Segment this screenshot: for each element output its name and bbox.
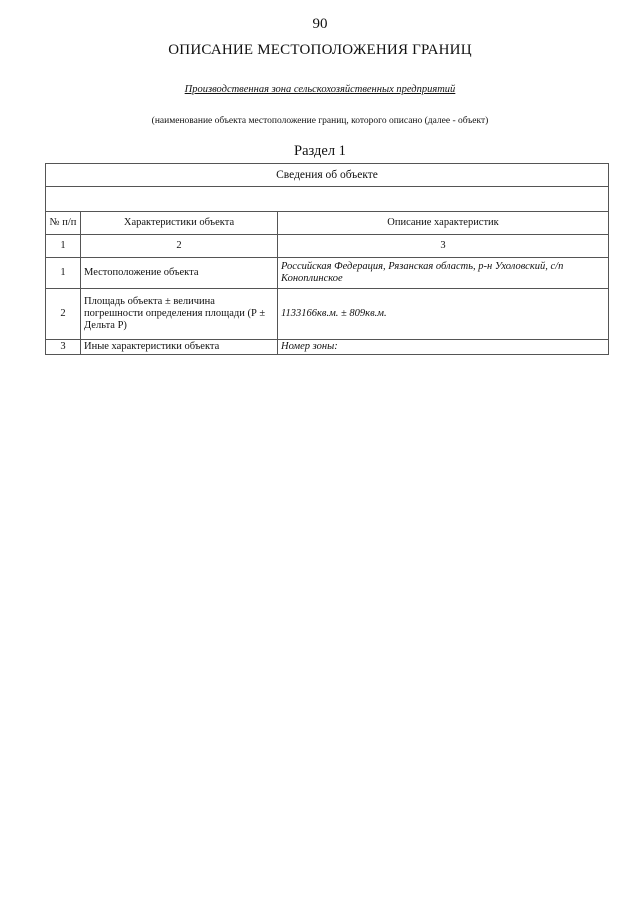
table-index-row: [46, 235, 609, 258]
table-caption-row: [46, 164, 609, 187]
index-cell: 2: [81, 235, 278, 258]
row-number: 2: [46, 289, 81, 340]
header-number: № п/п: [46, 212, 81, 235]
table-row: [46, 340, 609, 355]
table-empty-row: [46, 187, 609, 212]
section-title: Раздел 1: [294, 143, 346, 159]
index-cell: 3: [278, 235, 609, 258]
table-caption: Сведения об объекте: [46, 164, 609, 187]
table-header-row: [46, 212, 609, 235]
header-characteristic: Характеристики объекта: [81, 212, 278, 235]
row-characteristic: Площадь объекта ± величина погрешности определения площади (Р ± Дельта Р): [81, 289, 278, 340]
row-description: 1133166кв.м. ± 809кв.м.: [278, 289, 609, 340]
header-description: Описание характеристик: [278, 212, 609, 235]
object-name: Производственная зона сельскохозяйственных предприятий: [184, 84, 456, 95]
table-row: [46, 258, 609, 289]
row-characteristic: Местоположение объекта: [81, 258, 278, 289]
object-info-table: [45, 163, 609, 355]
row-number: 1: [46, 258, 81, 289]
index-cell: 1: [46, 235, 81, 258]
table-row: [46, 289, 609, 340]
object-name-caption: (наименование объекта местоположение границ, которого описано (далее - объект): [151, 116, 489, 126]
row-description: Номер зоны:: [278, 340, 609, 355]
page-number: 90: [312, 16, 328, 32]
row-description: Российская Федерация, Рязанская область, р-н Ухоловский, с/п Коноплинское: [278, 258, 609, 289]
document-title: ОПИСАНИЕ МЕСТОПОЛОЖЕНИЯ ГРАНИЦ: [168, 42, 472, 58]
row-number: 3: [46, 340, 81, 355]
row-characteristic: Иные характеристики объекта: [81, 340, 278, 355]
table-empty-cell: [46, 187, 609, 212]
